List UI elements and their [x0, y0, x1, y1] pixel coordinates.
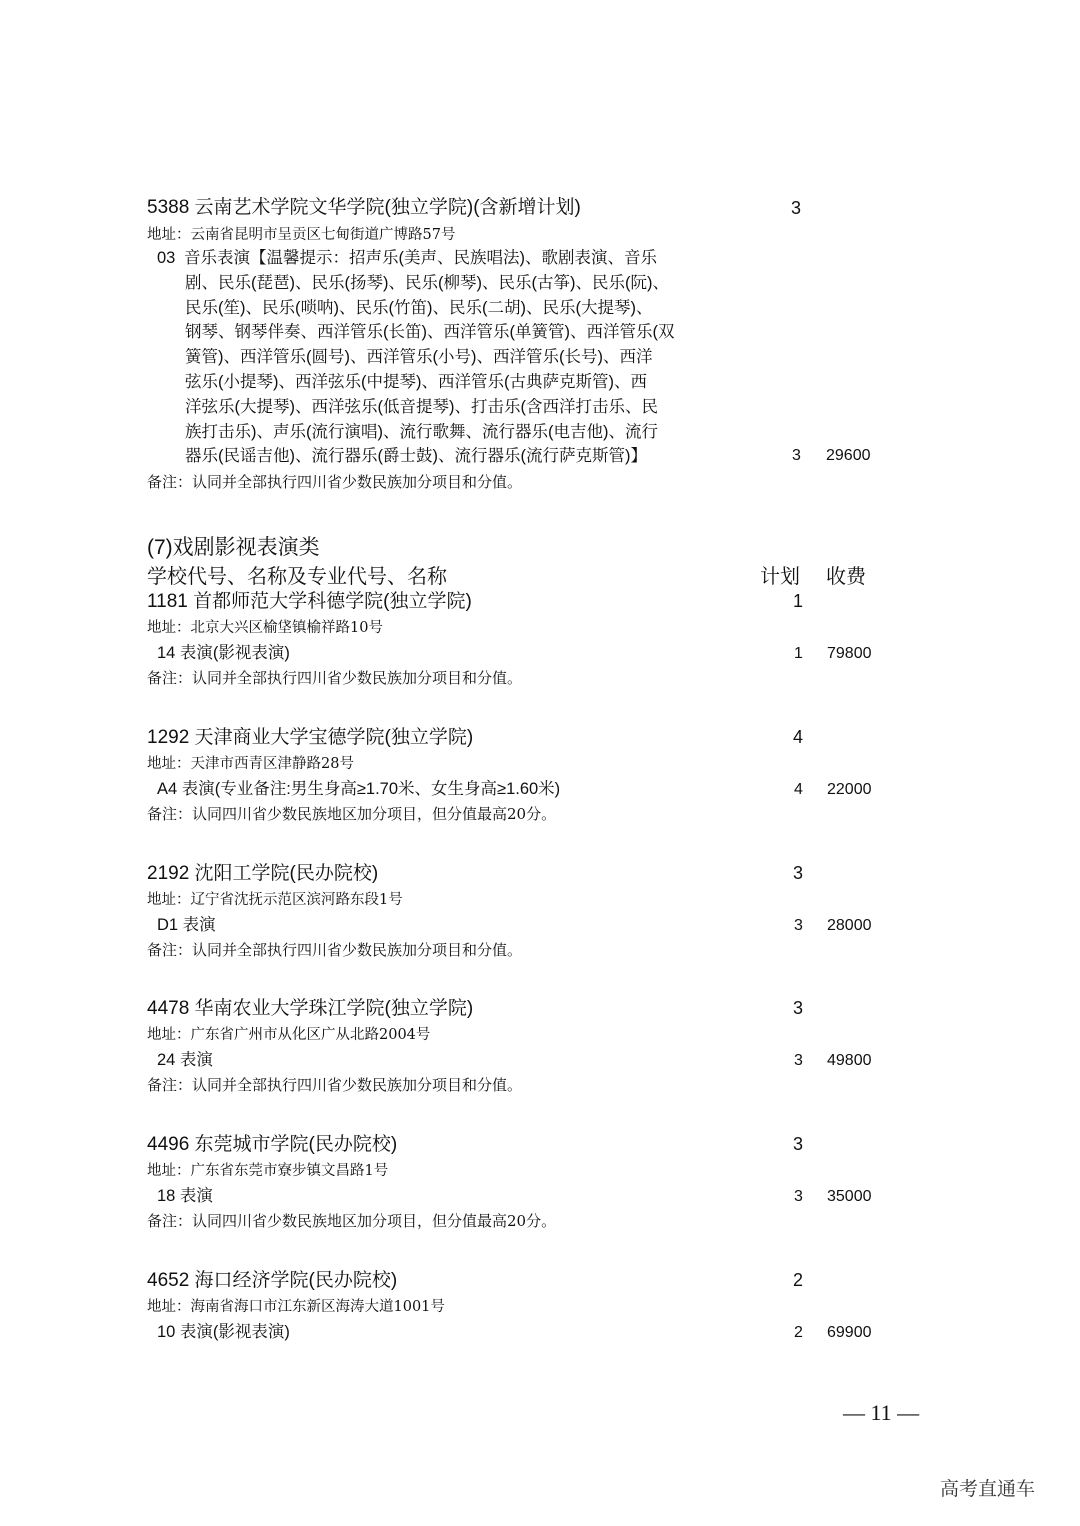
school-title: 4496 东莞城市学院(民办院校)	[147, 1134, 398, 1156]
program-code: 03	[157, 249, 176, 267]
school-note: 备注：认同并全部执行四川省少数民族加分项目和分值。	[147, 473, 523, 491]
school-address: 地址：海南省海口市江东新区海涛大道1001号	[147, 1299, 445, 1315]
school-address: 地址：北京大兴区榆垡镇榆祥路10号	[147, 620, 383, 636]
column-header-plan: 计划	[760, 566, 800, 588]
school-address: 地址：天津市西青区津静路28号	[147, 755, 354, 772]
program-description-line: 钢琴、钢琴伴奏、西洋管乐(长笛)、西洋管乐(单簧管)、西洋管乐(双	[185, 323, 675, 342]
school-title: 2192 沈阳工学院(民办院校)	[147, 862, 379, 884]
school-note: 备注：认同并全部执行四川省少数民族加分项目和分值。	[147, 940, 523, 959]
section-heading: (7)戏剧影视表演类	[147, 536, 320, 559]
program-fee: 28000	[827, 916, 872, 934]
school-plan: 3	[791, 198, 802, 218]
column-header-fee: 收费	[826, 566, 866, 588]
program-fee: 69900	[827, 1324, 872, 1341]
school-entry	[147, 1132, 907, 1262]
program-description-line: 音乐表演【温馨提示：招声乐(美声、民族唱法)、歌剧表演、音乐	[184, 249, 657, 267]
school-note: 备注：认同并全部执行四川省少数民族加分项目和分值。	[147, 1076, 523, 1095]
school-entry	[147, 996, 907, 1126]
program-description-line: 剧、民乐(琵琶)、民乐(扬琴)、民乐(柳琴)、民乐(古筝)、民乐(阮)、	[185, 273, 669, 292]
school-title: 4478 华南农业大学珠江学院(独立学院)	[147, 998, 474, 1020]
program-fee: 22000	[827, 780, 872, 798]
school-address: 地址：辽宁省沈抚示范区滨河路东段1号	[147, 891, 403, 908]
program-name: 14 表演(影视表演)	[157, 644, 290, 662]
school-entry	[147, 589, 907, 719]
program-name: D1 表演	[157, 915, 216, 934]
column-header-name: 学校代号、名称及专业代号、名称	[147, 566, 447, 588]
program-description-line: 弦乐(小提琴)、西洋弦乐(中提琴)、西洋管乐(古典萨克斯管)、西	[185, 373, 647, 391]
school-title: 5388 云南艺术学院文华学院(独立学院)(含新增计划)	[147, 197, 581, 218]
program-description-line: 民乐(笙)、民乐(唢呐)、民乐(竹笛)、民乐(二胡)、民乐(大提琴)、	[185, 298, 653, 317]
school-entry	[147, 861, 907, 991]
school-entry	[147, 725, 907, 855]
program-plan: 3	[794, 1188, 803, 1206]
program-name: A4 表演(专业备注:男生身高≥1.70米、女生身高≥1.60米)	[157, 779, 561, 798]
school-plan: 4	[793, 726, 804, 747]
school-plan: 3	[793, 1134, 804, 1155]
program-plan: 3	[794, 1052, 803, 1070]
school-address: 地址：广东省东莞市寮步镇文昌路1号	[147, 1163, 389, 1180]
program-description-line: 簧管)、西洋管乐(圆号)、西洋管乐(小号)、西洋管乐(长号)、西洋	[185, 348, 653, 367]
watermark: 高考直通车	[940, 1479, 1036, 1500]
program-description-line: 族打击乐)、声乐(流行演唱)、流行歌舞、流行器乐(电吉他)、流行	[185, 422, 658, 441]
program-plan: 3	[794, 916, 803, 934]
program-description-line: 器乐(民谣吉他)、流行器乐(爵士鼓)、流行器乐(流行萨克斯管)】	[185, 447, 647, 466]
school-plan: 3	[793, 862, 804, 883]
program-description-line: 洋弦乐(大提琴)、西洋弦乐(低音提琴)、打击乐(含西洋打击乐、民	[185, 397, 658, 416]
program-plan: 3	[792, 447, 801, 464]
school-note: 备注：认同并全部执行四川省少数民族加分项目和分值。	[147, 669, 523, 687]
program-plan: 2	[794, 1324, 803, 1341]
school-entry	[147, 1268, 907, 1398]
school-note: 备注：认同四川省少数民族地区加分项目，但分值最高20分。	[147, 1212, 557, 1231]
school-address: 地址：广东省广州市从化区广从北路2004号	[147, 1027, 431, 1044]
school-plan: 2	[793, 1270, 804, 1290]
school-plan: 1	[793, 591, 804, 611]
program-fee: 29600	[826, 447, 871, 464]
program-fee: 49800	[827, 1052, 872, 1070]
school-note: 备注：认同四川省少数民族地区加分项目，但分值最高20分。	[147, 804, 557, 823]
school-title: 1292 天津商业大学宝德学院(独立学院)	[147, 726, 474, 748]
program-plan: 4	[794, 780, 803, 798]
program-fee: 35000	[827, 1188, 872, 1206]
page-number: — 11 —	[843, 1400, 920, 1425]
program-name: 24 表演	[157, 1051, 213, 1070]
school-title: 4652 海口经济学院(民办院校)	[147, 1270, 398, 1291]
program-plan: 1	[794, 645, 803, 662]
school-title: 1181 首都师范大学科德学院(独立学院)	[147, 591, 472, 612]
school-address: 地址：云南省昆明市呈贡区七甸街道广博路57号	[147, 227, 456, 243]
program-name: 18 表演	[157, 1187, 213, 1206]
program-fee: 79800	[827, 645, 872, 662]
program-name: 10 表演(影视表演)	[157, 1323, 290, 1341]
school-plan: 3	[793, 998, 804, 1019]
